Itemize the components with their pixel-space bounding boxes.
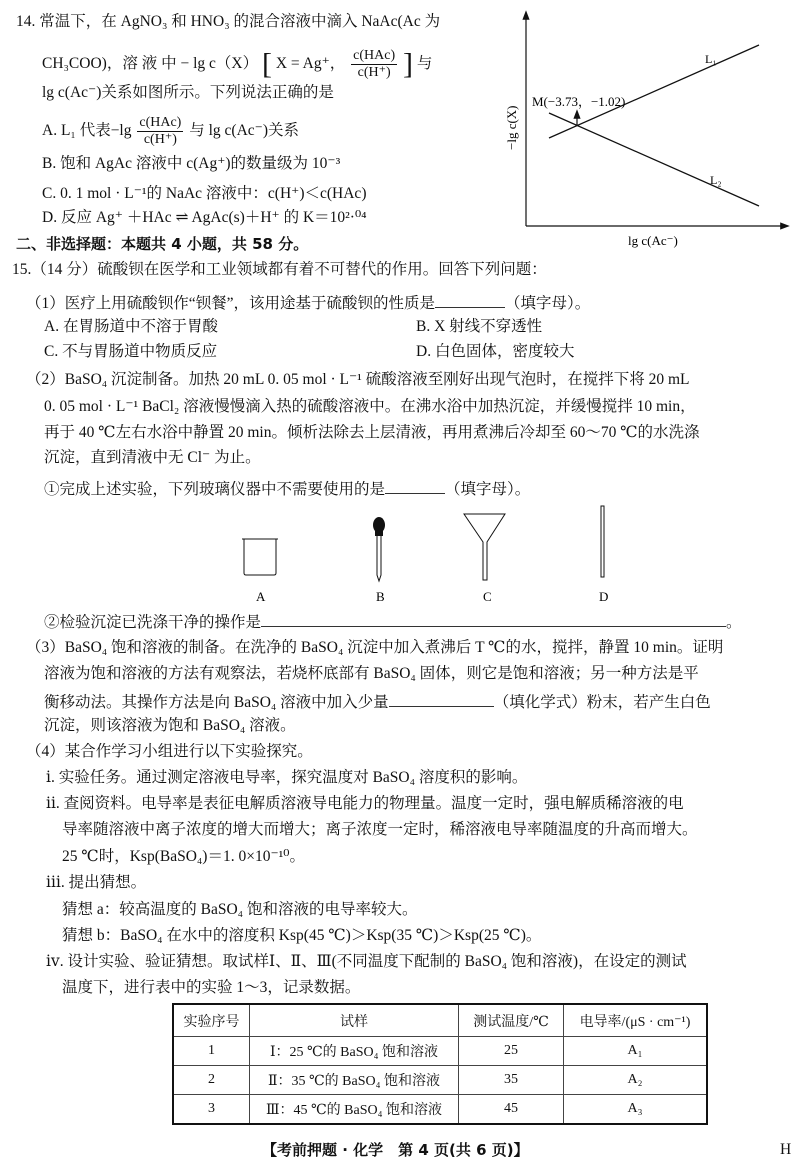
q15-part1-option-c: C. 不与胃肠道中物质反应 [44, 343, 218, 360]
glassware-figure [200, 500, 650, 610]
cell: 3 [173, 1095, 250, 1125]
q15-part4-ii-line2: 导率随溶液中离子浓度的增大而增大；离子浓度一定时，稀溶液电导率随温度的升高而增大。 [62, 821, 698, 838]
l1-label: L₁ [705, 52, 717, 66]
q14-option-b: B. 饱和 AgAc 溶液中 c(Ag⁺)的数量级为 10⁻³ [42, 155, 341, 172]
fraction: $\frac{\text{c(HAc)}}{c(H^+)}$ [139, 115, 182, 147]
q15-part3-line1: （3）BaSO₄ 饱和溶液的制备。在洗净的 BaSO₄ 沉淀中加入煮沸后 T ℃的水，搅拌，静置 10 min。证明 [26, 639, 724, 656]
q15-hypothesis-a: 猜想 a：较高温度的 BaSO₄ 饱和溶液的电导率较大。 [62, 901, 418, 918]
answer-blank[interactable] [385, 477, 445, 494]
q15-part1-option-b: B. X 射线不穿透性 [416, 318, 543, 335]
q15-part4: （4）某合作学习小组进行以下实验探究。 [26, 743, 313, 760]
q14-line3: lg c(Ac⁻)关系如图所示。下列说法正确的是 [42, 84, 334, 101]
cell: 45 [459, 1095, 564, 1125]
header-cell: 电导率/(μS · cm⁻¹) [564, 1004, 708, 1037]
cell: 25 [459, 1037, 564, 1066]
cell: 1 [173, 1037, 250, 1066]
label-b: B [376, 589, 385, 604]
q15-part2-line2: 0. 05 mol · L⁻¹ BaCl₂ 溶液慢慢滴入热的硫酸溶液中。在沸水浴中加热沉淀，并缓慢搅拌 10 min， [44, 398, 696, 415]
q15-part1-option-a: A. 在胃肠道中不溶于胃酸 [44, 318, 218, 335]
funnel-icon [464, 514, 505, 580]
q15-part4-iii: ⅲ. 提出猜想。 [46, 874, 147, 891]
q15-part2-line3: 再于 40 ℃左右水浴中静置 20 min。倾析法除去上层清液，再用煮沸后冷却至 60～70 ℃的水洗涤 [44, 424, 700, 441]
answer-blank[interactable] [389, 690, 494, 707]
beaker-icon [242, 539, 278, 575]
q15-part4-iv-line1: ⅳ. 设计实验、验证猜想。取试样Ⅰ、Ⅱ、Ⅲ(不同温度下配制的 BaSO₄ 饱和溶液)，在设定的测试 [46, 953, 687, 970]
line-L2 [549, 113, 759, 206]
q14-option-d: D. 反应 Ag⁺ ＋HAc ⇌ AgAc(s)＋H⁺ 的 K＝10²·⁰⁴ [42, 209, 367, 226]
q15-part2-q2: ②检验沉淀已洗涤干净的操作是 。 [44, 610, 742, 633]
label-c: C [483, 589, 492, 604]
q15-part4-ii-line1: ⅱ. 查阅资料。电导率是表征电解质溶液导电能力的物理量。温度一定时，强电解质稀溶液的电 [46, 795, 684, 812]
q14-line2-c: 与 [416, 55, 433, 73]
header-cell: 测试温度/℃ [459, 1004, 564, 1037]
header-cell: 试样 [250, 1004, 459, 1037]
q15-part4-iv-line2: 温度下，进行表中的实验 1～3，记录数据。 [62, 979, 361, 996]
cell: Ⅲ：45 ℃的 BaSO₄ 饱和溶液 [250, 1095, 459, 1125]
q14-line2: CH₃COO)，溶 液 中 − lg c（X） [ X = Ag⁺， $\frac{\text{c(HAc)}}{c(H^+)}$ ] 与 [42, 47, 433, 81]
y-axis-label: −lg c(X) [504, 105, 519, 150]
q15-part4-i: ⅰ. 实验任务。通过测定溶液电导率，探究温度对 BaSO₄ 溶度积的影响。 [46, 769, 528, 786]
header-cell: 实验序号 [173, 1004, 250, 1037]
q15-hypothesis-b: 猜想 b：BaSO₄ 在水中的溶度积 Ksp(45 ℃)＞Ksp(35 ℃)＞Ksp(25 ℃)。 [62, 927, 542, 944]
label-a: A [256, 589, 266, 604]
answer-blank[interactable] [261, 610, 726, 627]
line-L1 [549, 45, 759, 138]
cell: 2 [173, 1066, 250, 1095]
q15-part3-line3: 衡移动法。其操作方法是向 BaSO₄ 溶液中加入少量 （填化学式）粉末，若产生白色 [44, 690, 711, 713]
cell: 35 [459, 1066, 564, 1095]
footer-mark: H [780, 1141, 792, 1158]
cell: A₂ [564, 1066, 708, 1095]
label-d: D [599, 589, 609, 604]
table-header-row [173, 1004, 707, 1037]
point-m-label: M(−3.73，−1.02) [532, 94, 626, 109]
q14-option-a: A. L₁ 代表−lg $\frac{\text{c(HAc)}}{c(H^+)}$ 与 lg c(Ac⁻)关系 [42, 115, 299, 147]
l2-label: L₂ [710, 173, 722, 187]
section-2-heading: 二、非选择题：本题共 4 小题，共 58 分。 [16, 235, 309, 253]
experiment-table [172, 1003, 708, 1125]
q15-part4-ii-line3: 25 ℃时，Ksp(BaSO₄)＝1. 0×10⁻¹⁰。 [62, 848, 305, 865]
q15-part1: （1）医疗上用硫酸钡作“钡餐”，该用途基于硫酸钡的性质是 （填字母）。 [26, 291, 590, 314]
fraction: $\frac{\text{c(HAc)}}{c(H^+)}$ [353, 48, 396, 80]
q15-part2-q1: ①完成上述实验，下列玻璃仪器中不需要使用的是 （填字母）。 [44, 477, 530, 500]
q15-part2-line1: （2）BaSO₄ 沉淀制备。加热 20 mL 0. 05 mol · L⁻¹ 硫酸溶液至刚好出现气泡时，在搅拌下将 20 mL [26, 371, 690, 388]
q15-part1-option-d: D. 白色固体，密度较大 [416, 343, 575, 360]
table-row [173, 1037, 707, 1066]
q14-option-c: C. 0. 1 mol · L⁻¹的 NaAc 溶液中：c(H⁺)＜c(HAc) [42, 185, 367, 202]
q14-line2-b: X = Ag⁺， [275, 55, 346, 73]
dropper-icon [373, 517, 385, 581]
page-footer: 【考前押题 · 化学 第 4 页(共 6 页)】 [262, 1141, 529, 1159]
q15-part3-line4: 沉淀，则该溶液为饱和 BaSO₄ 溶液。 [44, 717, 296, 734]
q14-line1: 14. 常温下，在 AgNO₃ 和 HNO₃ 的混合溶液中滴入 NaAc(Ac 为 [16, 13, 441, 30]
cell: A₃ [564, 1095, 708, 1125]
cell: Ⅰ：25 ℃的 BaSO₄ 饱和溶液 [250, 1037, 459, 1066]
table-row [173, 1066, 707, 1095]
x-axis-label: lg c(Ac⁻) [628, 233, 678, 248]
q15-part3-line2: 溶液为饱和溶液的方法有观察法，若烧杯底部有 BaSO₄ 固体，则它是饱和溶液；另一种方法是平 [44, 665, 699, 682]
cell: A₁ [564, 1037, 708, 1066]
answer-blank[interactable] [435, 291, 505, 308]
cell: Ⅱ：35 ℃的 BaSO₄ 饱和溶液 [250, 1066, 459, 1095]
q14-line2-a: CH₃COO)，溶 液 中 − lg c（X） [42, 55, 259, 73]
q15-part2-line4: 沉淀，直到清液中无 Cl⁻ 为止。 [44, 449, 261, 466]
table-row [173, 1095, 707, 1125]
q15-intro: 15.（14 分）硫酸钡在医学和工业领域都有着不可替代的作用。回答下列问题： [12, 261, 547, 278]
glass-rod-icon [601, 506, 604, 577]
q14-graph [500, 0, 800, 250]
